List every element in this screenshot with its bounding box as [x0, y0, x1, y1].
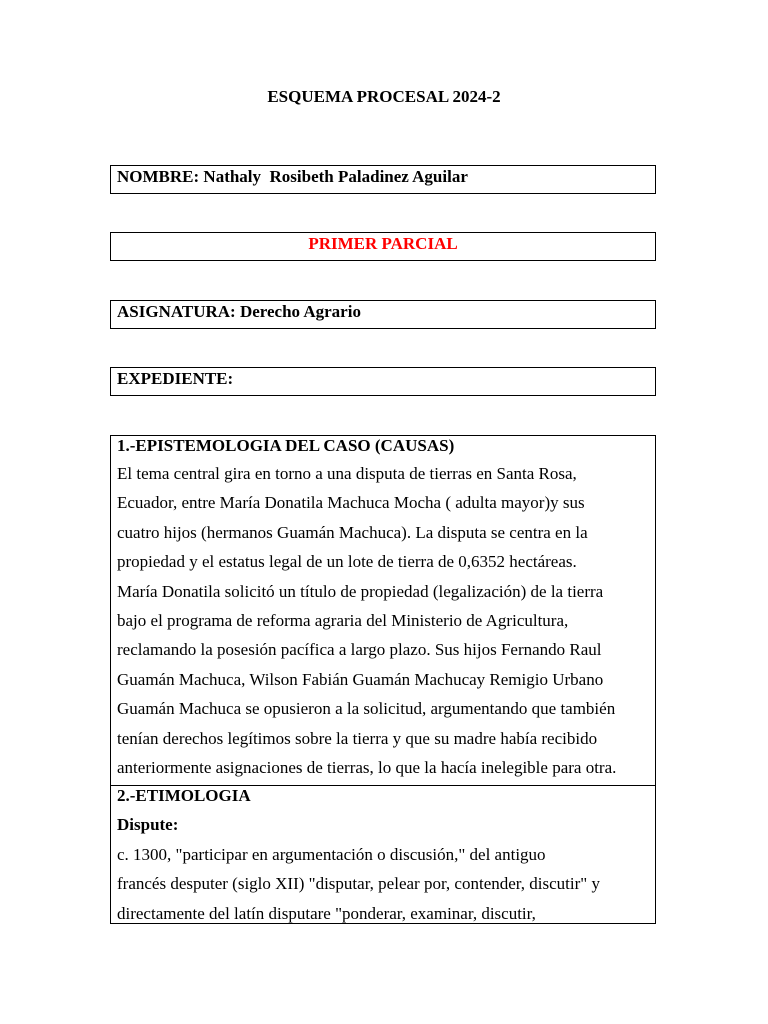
epistemologia-line: tenían derechos legítimos sobre la tierra y que su madre había recibido: [117, 728, 598, 748]
epistemologia-line: Guamán Machuca se opusieron a la solicitud, argumentando que también: [117, 699, 616, 719]
parcial-text: PRIMER PARCIAL: [308, 234, 458, 253]
etimologia-section: [110, 785, 656, 924]
etimologia-line: c. 1300, "participar en argumentación o discusión," del antiguo: [117, 844, 546, 864]
expediente-text: EXPEDIENTE:: [117, 369, 234, 388]
epistemologia-line: propiedad y el estatus legal de un lote de tierra de 0,6352 hectáreas.: [117, 552, 577, 572]
epistemologia-line: cuatro hijos (hermanos Guamán Machuca). La disputa se centra en la: [117, 522, 588, 542]
epistemologia-line: bajo el programa de reforma agraria del Ministerio de Agricultura,: [117, 610, 569, 630]
etimologia-subheading: Dispute:: [117, 815, 179, 835]
epistemologia-line: El tema central gira en torno a una disputa de tierras en Santa Rosa,: [117, 464, 577, 483]
nombre-text: NOMBRE: Nathaly Rosibeth Paladinez Aguilar: [117, 167, 468, 186]
epistemologia-line: reclamando la posesión pacífica a largo plazo. Sus hijos Fernando Raul: [117, 640, 602, 660]
expediente-box: [110, 367, 656, 396]
etimologia-line: francés desputer (siglo XII) "disputar, pelear por, contender, discutir" y: [117, 874, 600, 894]
epistemologia-line: Guamán Machuca, Wilson Fabián Guamán Machucay Remigio Urbano: [117, 669, 604, 689]
epistemologia-line: María Donatila solicitó un título de propiedad (legalización) de la tierra: [117, 581, 604, 601]
epistemologia-section: [110, 435, 656, 786]
epistemologia-line: Ecuador, entre María Donatila Machuca Mocha ( adulta mayor)y sus: [117, 493, 585, 513]
etimologia-heading: 2.-ETIMOLOGIA: [117, 786, 251, 805]
epistemologia-heading: 1.-EPISTEMOLOGIA DEL CASO (CAUSAS): [117, 436, 455, 455]
parcial-box: [110, 232, 656, 261]
document-title: ESQUEMA PROCESAL 2024-2: [267, 87, 501, 106]
asignatura-box: [110, 300, 656, 329]
etimologia-body: [117, 845, 649, 924]
epistemologia-line: anteriormente asignaciones de tierras, lo que la hacía inelegible para otra.: [117, 757, 617, 777]
epistemologia-body: [117, 464, 649, 778]
asignatura-text: ASIGNATURA: Derecho Agrario: [117, 302, 361, 321]
etimologia-line: directamente del latín disputare "ponderar, examinar, discutir,: [117, 903, 536, 923]
nombre-box: [110, 165, 656, 194]
